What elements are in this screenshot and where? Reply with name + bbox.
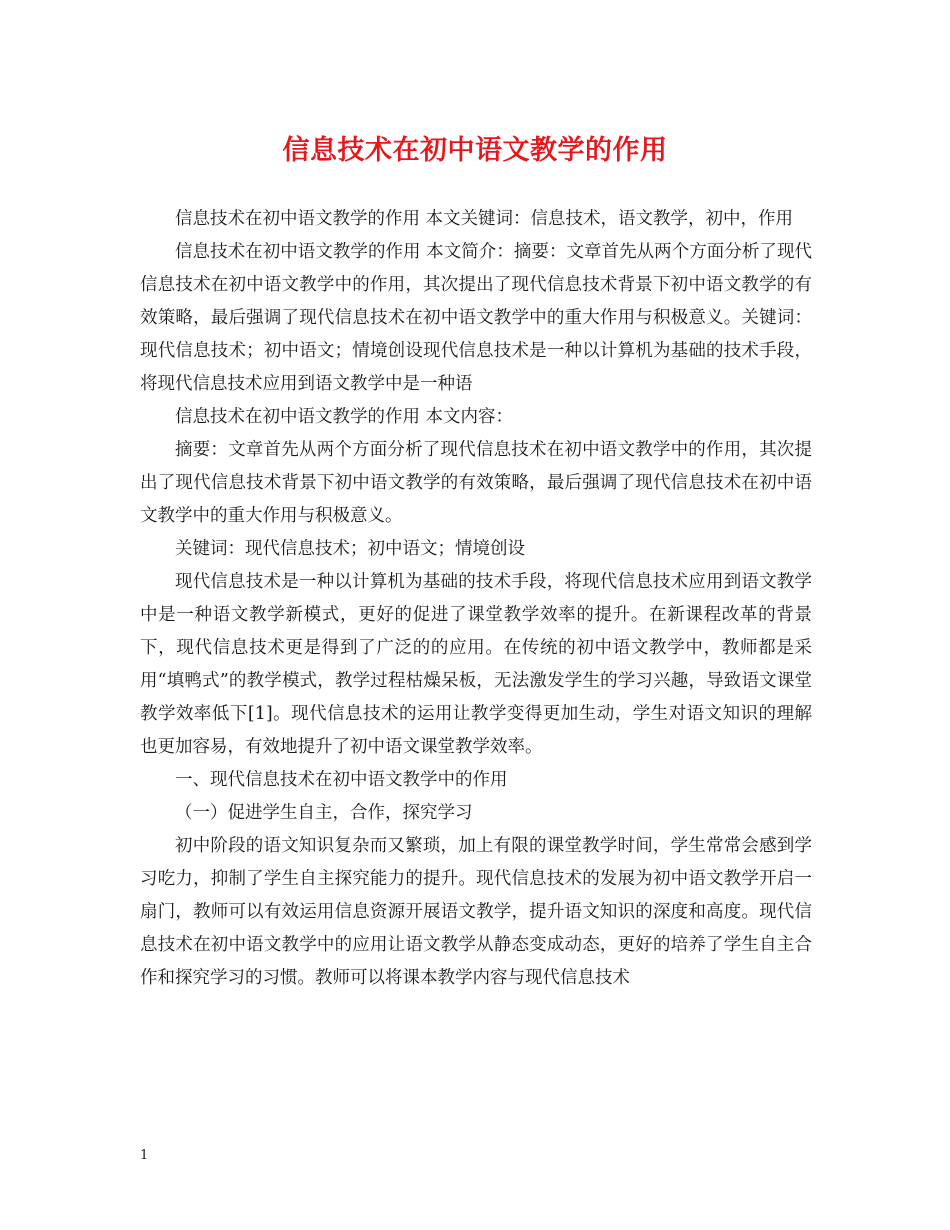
subsection-heading-1-1: （一）促进学生自主，合作，探究学习: [175, 803, 473, 823]
paragraph-section-1-1: 初中阶段的语文知识复杂而又繁琐，加上有限的课堂教学时间，学生常常会感到学习吃力，抑制了学生自主探究能力的提升。现代信息技术的发展为初中语文教学开启一扇门，教师可以有效运用信息资源开展语文教学，提升语文知识的深度和高度。现代信息技术在初中语文教学中的应用让语文教学从静态变成动态，更好的培养了学生自主合作和探究学习的习惯。教师可以将课本教学内容与现代信息技术: [140, 836, 812, 988]
paragraph-keywords-intro: 信息技术在初中语文教学的作用 本文关键词：信息技术，语文教学，初中，作用: [175, 209, 794, 229]
paragraph-summary-intro: 信息技术在初中语文教学的作用 本文简介：摘要：文章首先从两个方面分析了现代信息技术在初中语文教学中的作用，其次提出了现代信息技术背景下初中语文教学的有效策略，最后强调了现代信息技术在初中语文教学中的重大作用与积极意义。关键词：现代信息技术；初中语文；情境创设现代信息技术是一种以计算机为基础的技术手段，将现代信息技术应用到语文教学中是一种语: [140, 242, 812, 394]
paragraph-introduction: 现代信息技术是一种以计算机为基础的技术手段，将现代信息技术应用到语文教学中是一种语文教学新模式，更好的促进了课堂教学效率的提升。在新课程改革的背景下，现代信息技术更是得到了广泛的的应用。在传统的初中语文教学中，教师都是采用“填鸭式”的教学模式，教学过程枯燥呆板，无法激发学生的学习兴趣，导致语文课堂教学效率低下[1]。现代信息技术的运用让教学变得更加生动，学生对语文知识的理解也更加容易，有效地提升了初中语文课堂教学效率。: [140, 572, 812, 757]
paragraph-abstract: 摘要：文章首先从两个方面分析了现代信息技术在初中语文教学中的作用，其次提出了现代信息技术背景下初中语文教学的有效策略，最后强调了现代信息技术在初中语文教学中的重大作用与积极意义。: [140, 440, 812, 526]
paragraph-keywords: 关键词：现代信息技术；初中语文；情境创设: [175, 539, 525, 559]
page-number: 1: [140, 1148, 149, 1163]
paragraph-content-intro: 信息技术在初中语文教学的作用 本文内容：: [175, 407, 514, 427]
section-heading-1: 一、现代信息技术在初中语文教学中的作用: [175, 770, 508, 790]
document-body: [140, 203, 812, 995]
document-title: 信息技术在初中语文教学的作用: [282, 135, 668, 166]
